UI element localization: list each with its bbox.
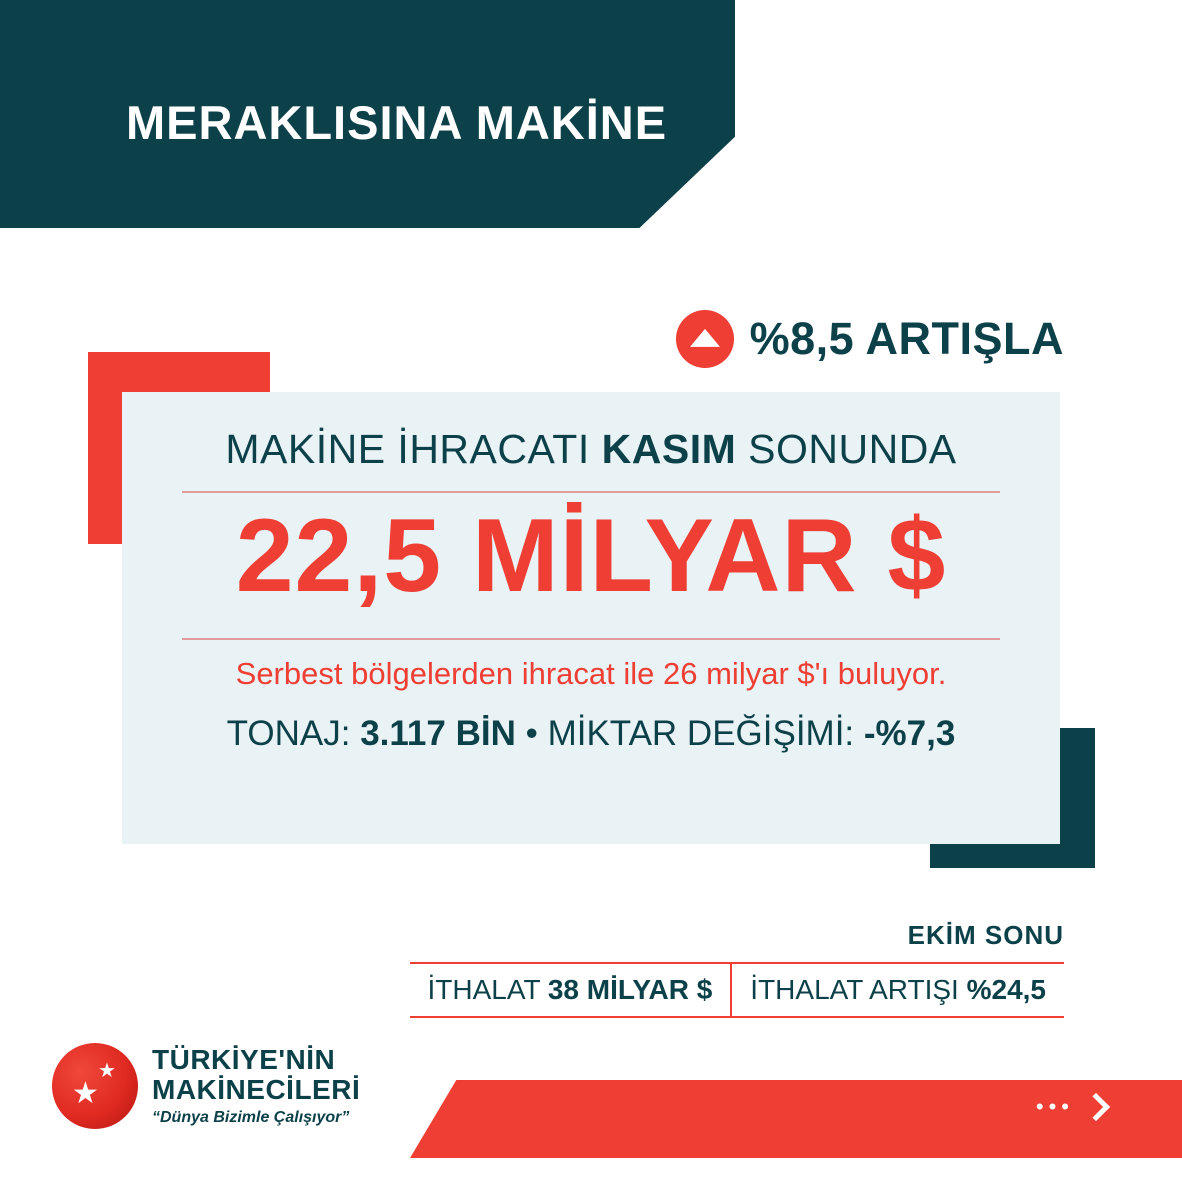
tonnage-value: 3.117 BİN bbox=[360, 713, 516, 753]
triangle-up-icon bbox=[676, 310, 734, 368]
import-growth-value: %24,5 bbox=[966, 974, 1046, 1005]
star-icon-small: ★ bbox=[98, 1060, 116, 1082]
progress-dots: ••• bbox=[1035, 1094, 1074, 1119]
next-slide-button[interactable] bbox=[1036, 1094, 1110, 1120]
period-label: EKİM SONU bbox=[907, 920, 1064, 950]
brand-line-1: TÜRKİYE'NİN bbox=[152, 1043, 336, 1075]
brand-slogan: “Dünya Bizimle Çalışıyor” bbox=[152, 1109, 350, 1127]
free-zone-note: Serbest bölgelerden ihracat ile 26 milyar $'ı buluyor. bbox=[235, 655, 947, 691]
page-title: MERAKLISINA MAKİNE bbox=[126, 96, 668, 149]
card-heading-suffix: SONUNDA bbox=[736, 426, 957, 472]
chevron-right-icon[interactable] bbox=[1084, 1094, 1110, 1120]
tonnage-and-change bbox=[182, 714, 1000, 754]
export-value: 22,5 MİLYAR $ bbox=[235, 498, 947, 614]
tonnage-label: TONAJ: bbox=[226, 713, 361, 753]
card-heading-prefix: MAKİNE İHRACATI bbox=[225, 426, 602, 472]
quantity-change-value: -%7,3 bbox=[863, 713, 956, 753]
stats-separator: • bbox=[515, 713, 548, 753]
increase-label: %8,5 ARTIŞLA bbox=[749, 313, 1064, 364]
import-total-value: 38 MİLYAR $ bbox=[547, 974, 713, 1005]
card-heading-month: KASIM bbox=[601, 426, 737, 472]
import-total-cell bbox=[410, 964, 731, 1016]
divider-top bbox=[182, 491, 1000, 493]
star-icon-large: ★ bbox=[72, 1077, 99, 1110]
import-stats-row bbox=[410, 962, 1065, 1018]
import-growth-cell bbox=[730, 964, 1064, 1016]
crescent-star-icon bbox=[52, 1043, 138, 1129]
brand-logo bbox=[52, 1043, 360, 1129]
brand-text bbox=[152, 1045, 360, 1127]
brand-line-2: MAKİNECİLERİ bbox=[152, 1074, 361, 1105]
export-summary-card bbox=[122, 392, 1060, 844]
import-growth-label: İTHALAT ARTIŞI bbox=[750, 974, 967, 1005]
quantity-change-label: MİKTAR DEĞİŞİMİ: bbox=[547, 713, 864, 753]
increase-indicator bbox=[676, 310, 1064, 368]
divider-bottom bbox=[182, 638, 1000, 640]
card-heading bbox=[182, 426, 1000, 473]
import-total-label: İTHALAT bbox=[427, 974, 548, 1005]
